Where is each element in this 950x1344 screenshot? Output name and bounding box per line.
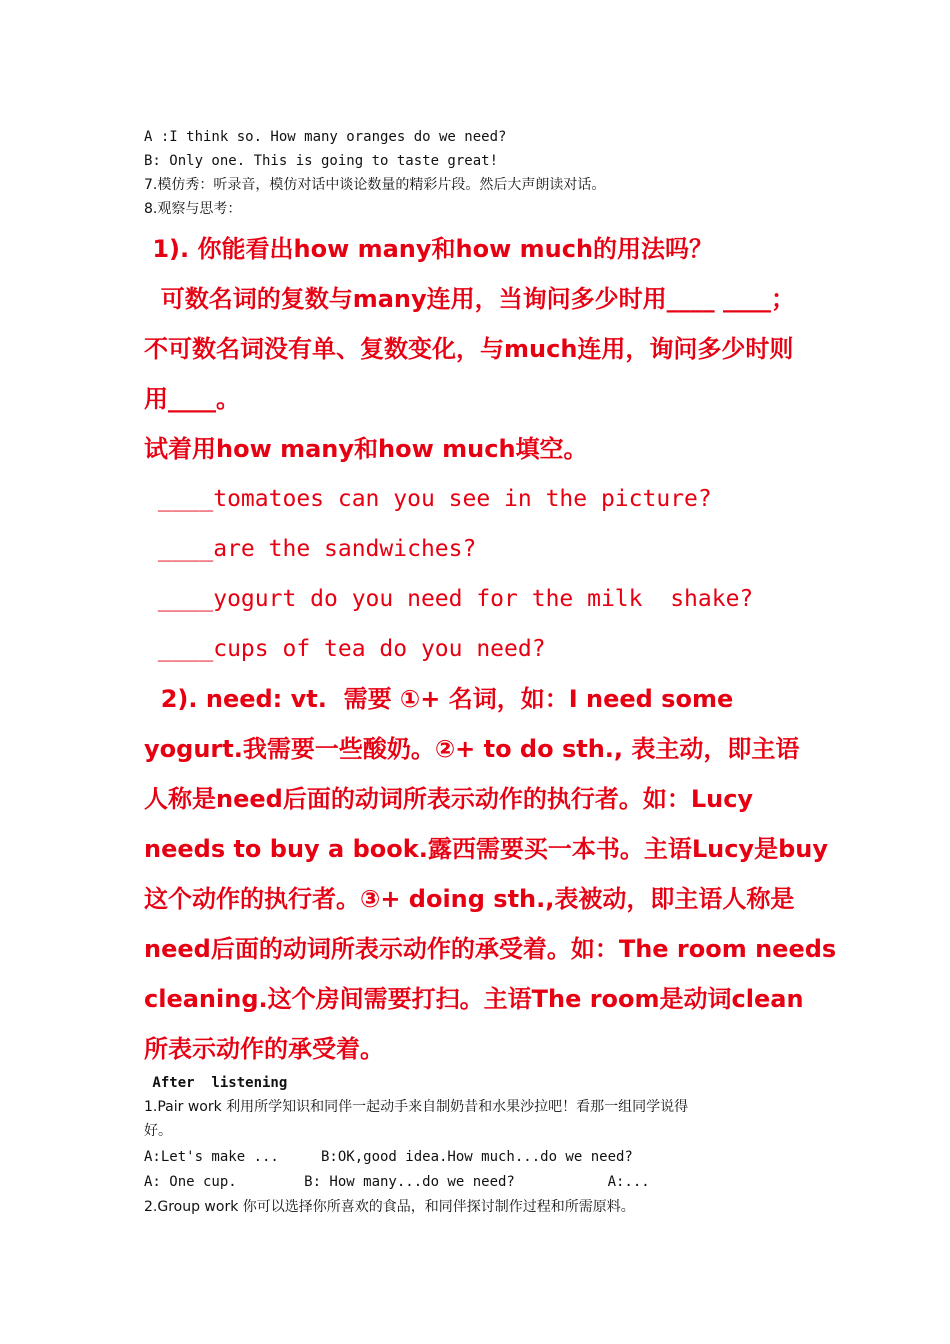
section1-instruction: 试着用how many和how much填空。 (144, 435, 588, 463)
step-8: 8.观察与思考： (144, 201, 242, 217)
pair-work-line1: 1.Pair work 利用所学知识和同伴一起动手来自制奶昔和水果沙拉吧！看那一组同学说得 (144, 1099, 689, 1115)
step-7: 7.模仿秀：听录音，模仿对话中谈论数量的精彩片段。然后大声朗读对话。 (144, 177, 606, 193)
section1-para-line1: 可数名词的复数与many连用，当询问多少时用____ ____； (144, 285, 795, 313)
pair-dialog-line2: A: One cup. B: How many...do we need? A:... (144, 1174, 650, 1190)
section1-para-line2: 不可数名词没有单、复数变化，与much连用，询问多少时则 (144, 335, 794, 363)
exercise-item: ____yogurt do you need for the milk shake? (144, 586, 754, 612)
section2-line: 这个动作的执行者。③+ doing sth.,表被动，即主语人称是 (144, 885, 795, 913)
exercise-item: ____are the sandwiches? (144, 536, 477, 562)
after-listening-heading: After listening (144, 1075, 288, 1091)
section1-heading: 1). 你能看出how many和how much的用法吗？ (144, 235, 714, 263)
dialogue-line-b: B: Only one. This is going to taste great! (144, 153, 499, 169)
group-work: 2.Group work 你可以选择你所喜欢的食品，和同伴探讨制作过程和所需原料。 (144, 1199, 635, 1215)
section2-line: 所表示动作的承受着。 (144, 1035, 384, 1063)
exercise-item: ____tomatoes can you see in the picture? (144, 486, 712, 512)
section1-para-line3: 用____。 (144, 385, 240, 413)
section2-line: needs to buy a book.露西需要买一本书。主语Lucy是buy (144, 835, 828, 863)
section2-line: yogurt.我需要一些酸奶。②+ to do sth., 表主动，即主语 (144, 735, 800, 763)
section2-line: cleaning.这个房间需要打扫。主语The room是动词clean (144, 985, 804, 1013)
pair-dialog-line1: A:Let's make ... B:OK,good idea.How much...do we need? (144, 1149, 633, 1165)
exercise-item: ____cups of tea do you need? (144, 636, 546, 662)
section2-line: 2). need: vt. 需要 ①+ 名词，如：I need some (144, 685, 734, 713)
section2-line: 人称是need后面的动词所表示动作的执行者。如：Lucy (144, 785, 754, 813)
section2-line: need后面的动词所表示动作的承受着。如：The room needs (144, 935, 837, 963)
dialogue-line-a: A :I think so. How many oranges do we need? (144, 129, 507, 145)
pair-work-line2: 好。 (144, 1123, 172, 1139)
